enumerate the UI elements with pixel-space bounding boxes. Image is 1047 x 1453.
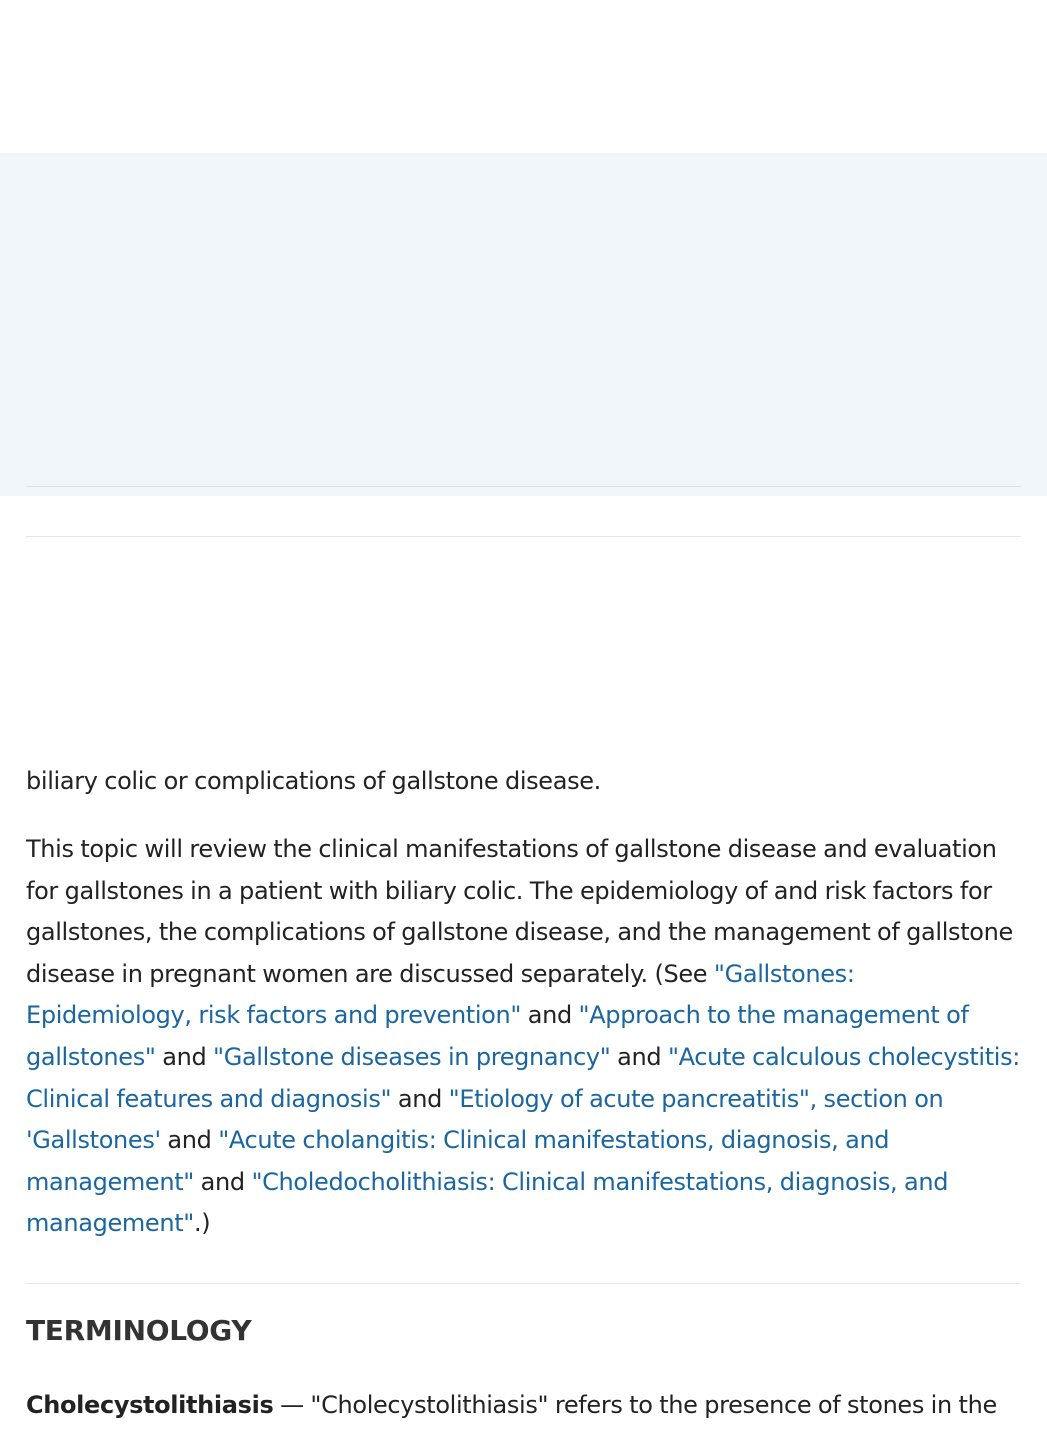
- panel-divider: [26, 486, 1021, 487]
- continuation-text: biliary colic or complications of gallstone disease.: [26, 767, 601, 795]
- and-connector: and: [610, 1042, 668, 1071]
- intro-paragraph: [26, 829, 1026, 1245]
- link-choledocholithiasis[interactable]: "Choledocholithiasis: Clinical manifestations, diagnosis, and management": [26, 1167, 949, 1238]
- section-divider-top: [26, 536, 1021, 537]
- and-connector: and: [193, 1167, 252, 1196]
- section-divider-terminology: [26, 1283, 1021, 1284]
- link-acute-cholangitis[interactable]: "Acute cholangitis: Clinical manifestations, diagnosis, and management": [26, 1126, 890, 1196]
- continuation-paragraph: [26, 761, 1026, 803]
- term-definition: — "Cholecystolithiasis" refers to the presence of stones in the: [273, 1391, 997, 1419]
- section-heading-terminology: TERMINOLOGY: [26, 1314, 252, 1347]
- link-gallstone-pregnancy[interactable]: "Gallstone diseases in pregnancy": [213, 1042, 611, 1071]
- closing-text: .): [193, 1209, 211, 1238]
- and-connector: and: [521, 1001, 579, 1030]
- and-connector: and: [155, 1042, 214, 1071]
- terminology-paragraph: [26, 1385, 1026, 1427]
- link-gallstones-epidemiology[interactable]: "Gallstones: Epidemiology, risk factors and prevention": [26, 959, 855, 1030]
- and-connector: and: [391, 1084, 449, 1113]
- intro-text: This topic will review the clinical manifestations of gallstone disease and evaluation for gallstones in a patient with biliary colic. The epidemiology of and risk factors for gallstones, the complications of gallstone disease, and the management of gallstone disease in pregnant women are discussed separately. (See: [26, 835, 1013, 988]
- link-acute-pancreatitis[interactable]: "Etiology of acute pancreatitis", section on 'Gallstones': [26, 1084, 944, 1155]
- link-gallstones-management[interactable]: "Approach to the management of gallstones": [26, 1001, 969, 1071]
- term-cholecystolithiasis: Cholecystolithiasis: [26, 1391, 274, 1419]
- link-acute-cholecystitis[interactable]: "Acute calculous cholecystitis: Clinical features and diagnosis": [26, 1042, 1020, 1113]
- content-placeholder-panel: [0, 153, 1047, 496]
- and-connector: and: [160, 1126, 219, 1155]
